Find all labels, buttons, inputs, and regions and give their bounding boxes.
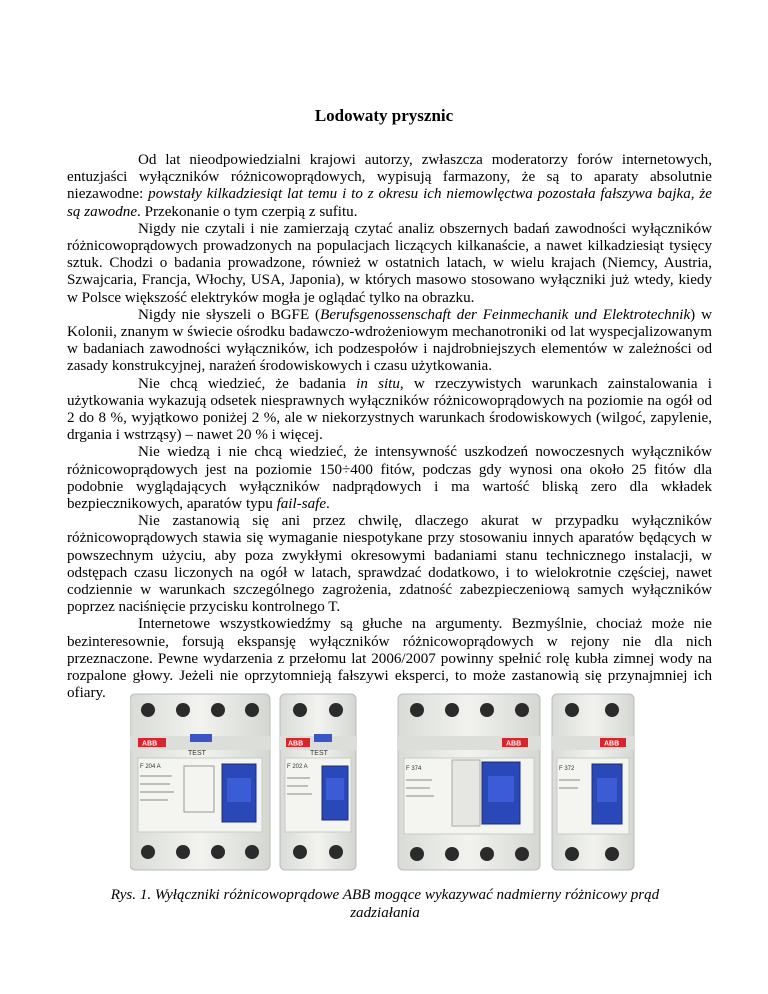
paragraph-7 xyxy=(67,616,712,702)
paragraph-text: . xyxy=(326,496,330,513)
paragraph-text: , w rzeczywistych warunkach zainstalowania i użytkowania wykazują odsetek niesprawnych wyłączników różnicowoprądowych na poziomie na ogół od 2 do 8 %, wyjątkowo poniżej 2 %, ale w niekorzystnych warunkach środowiskowych (wilgoć, zapylenie, drgania i wstrząsy) – nawet 20 % i więcej. xyxy=(67,375,712,444)
paragraph-2 xyxy=(67,221,712,307)
brand-label: ABB xyxy=(142,740,158,748)
rcd-device-2 xyxy=(280,694,356,870)
brand-label: ABB xyxy=(604,740,620,748)
paragraph-italic: fail-safe xyxy=(276,496,327,513)
paragraph-text: Nigdy nie słyszeli o BGFE ( xyxy=(138,306,321,323)
paragraph-italic: powstały kilkadziesiąt lat temu i to z okresu ich niemowlęctwa pozostała fałszywa bajka, że są zawodne xyxy=(67,186,712,220)
rcd-device-4 xyxy=(552,694,634,870)
model-label-3: F 374 xyxy=(406,766,422,772)
paragraph-text: Nie chcą wiedzieć, że badania xyxy=(138,375,357,392)
brand-label: ABB xyxy=(288,740,304,748)
rcd-photo-figure xyxy=(130,692,642,872)
test-label: TEST xyxy=(188,750,206,757)
paragraph-text: Nie wiedzą i nie chcą wiedzieć, że intensywność uszkodzeń nowoczesnych wyłączników różnicowoprądowych jest na poziomie 150÷400 fitów, podczas gdy wynosi ona około 25 fitów dla podobnie wyglądających wyłączników nadprądowych i ma wartość bliską zero dla wkładek bezpiecznikowych, aparatów typu xyxy=(67,444,712,513)
paragraph-text: Nigdy nie czytali i nie zamierzają czytać analiz obszernych badań zawodności wyłączników różnicowoprądowych prowadzonych na populacjach liczących kilkanaście, a nawet kilkadziesiąt tysięcy sztuk. Chodzi o badania prowadzone, również w ostatnich latach, w wielu krajach (Niemcy, Austria, Szwajcaria, Francja, Włochy, USA, Japonia), w których masowo stosowano wyłączniki już wtedy, kiedy w Polsce większość elektryków mogła je oglądać tylko na obrazku. xyxy=(67,220,712,306)
test-label: TEST xyxy=(310,750,328,757)
paragraph-1 xyxy=(67,152,712,221)
paragraph-italic: Berufsgenossenschaft der Feinmechanik und Elektrotechnik xyxy=(320,306,691,323)
paragraph-4 xyxy=(67,376,712,445)
rcd-device-3 xyxy=(398,694,540,870)
model-label-1: F 204 A xyxy=(140,764,161,770)
paragraph-3 xyxy=(67,307,712,376)
document-title: Lodowaty prysznic xyxy=(314,106,454,125)
figure-caption: Rys. 1. Wyłączniki różnicowoprądowe ABB mogące wykazywać nadmierny różnicowy prąd zadziałania xyxy=(110,887,660,921)
document-body xyxy=(67,152,712,703)
paragraph-italic: in situ xyxy=(356,375,400,392)
model-label-4: F 372 xyxy=(559,766,575,772)
paragraph-text: . Przekonanie o tym czerpią z sufitu. xyxy=(137,203,358,220)
paragraph-text: Od lat nieodpowiedzialni krajowi autorzy, zwłaszcza moderatorzy forów internetowych, entuzjaści wyłączników różnicowoprądowych, wypisują farmazony, że są to aparaty absolutnie niezawodne: xyxy=(67,152,712,203)
paragraph-text: ) w Kolonii, znanym w świecie ośrodku badawczo-wdrożeniowym mechanotroniki od lat wyspecjalizowanym w badaniach zawodności wyłączników, ich podzespołów i najdrobniejszych elementów w zależności od zasady konstrukcyjnej, narażeń środowiskowych i czasu użytkowania. xyxy=(67,306,712,375)
brand-label: ABB xyxy=(506,740,522,748)
rcd-device-1 xyxy=(130,694,270,870)
paragraph-text: Internetowe wszystkowiedźmy są głuche na argumenty. Bezmyślnie, chociaż może nie bezinteresownie, forsują ekspansję wyłączników różnicowoprądowych w rejony nie dla nich przeznaczone. Pewne wydarzenia z przełomu lat 2006/2007 powinny spełnić rolę kubła zimnej wody na rozpalone głowy. Jeżeli nie oprzytomnieją fałszywi eksperci, to może zastanowią się przynajmniej ich ofiary. xyxy=(67,616,712,702)
paragraph-text: Nie zastanowią się ani przez chwilę, dlaczego akurat w przypadku wyłączników różnicowoprądowych stawia się wymaganie niespotykane przy stosowaniu innych aparatów będących w powszechnym użyciu, aby poza zwykłymi okresowymi badaniami stanu technicznego instalacji, w odstępach czasu liczonych na ogół w latach, sprawdzać dodatkowo, i to wielokrotnie częściej, nawet codziennie w warunkach szczególnego zagrożenia, zdatność zabezpieczeniową samych wyłączników poprzez naciśnięcie przycisku kontrolnego T. xyxy=(67,513,712,616)
paragraph-6 xyxy=(67,513,712,616)
paragraph-5 xyxy=(67,444,712,513)
model-label-2: F 202 A xyxy=(287,764,308,770)
